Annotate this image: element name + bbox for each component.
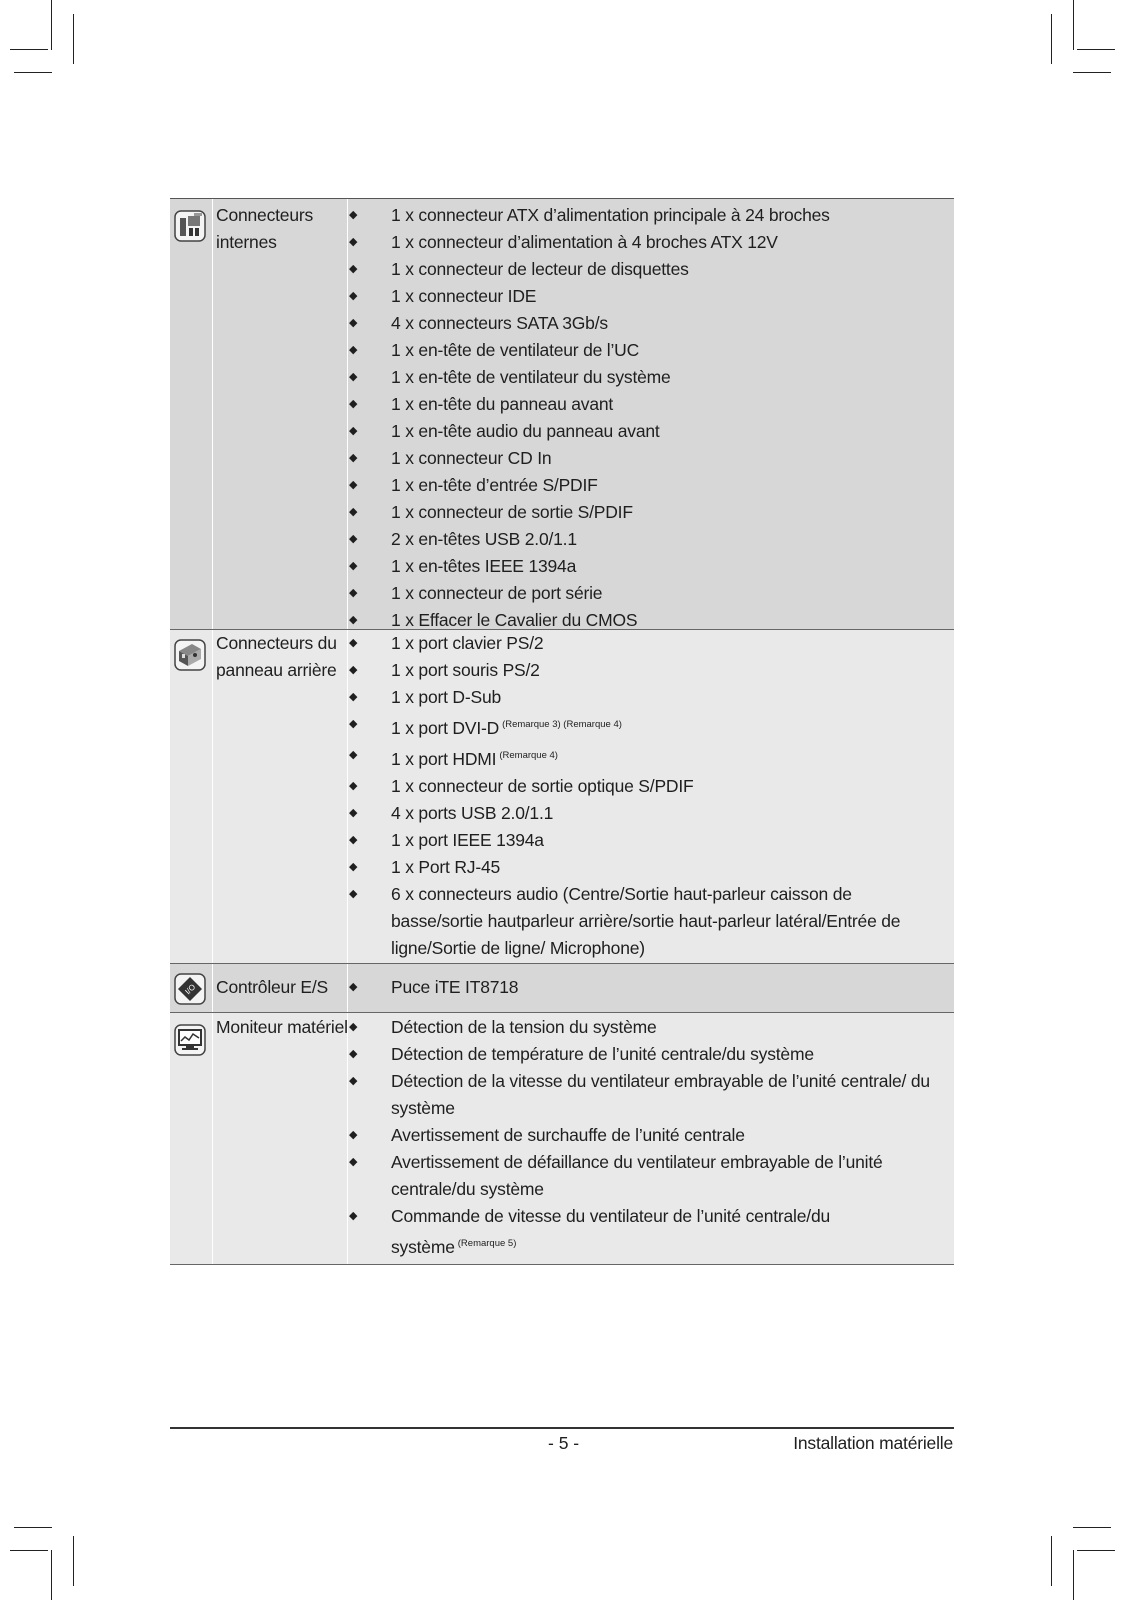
crop-mark — [1051, 14, 1052, 64]
bullet-icon: ◆ — [349, 888, 358, 900]
item-text: 1 x Effacer le Cavalier du CMOS — [391, 610, 638, 630]
bullet-icon: ◆ — [349, 1075, 358, 1087]
section-label-line: panneau arrière — [216, 660, 337, 680]
list-item — [349, 310, 944, 337]
list-item — [349, 202, 944, 229]
bullet-icon: ◆ — [349, 236, 358, 248]
list-item — [349, 881, 944, 962]
item-text: 1 x connecteur ATX d’alimentation principale à 24 broches — [391, 205, 830, 225]
list-item — [349, 1203, 944, 1261]
list-item — [349, 974, 944, 1001]
section-label-line: Moniteur matériel — [216, 1017, 348, 1037]
list-item — [349, 1041, 944, 1068]
bullet-icon: ◆ — [349, 452, 358, 464]
crop-mark — [73, 1536, 74, 1586]
item-text: 4 x ports USB 2.0/1.1 — [391, 803, 554, 823]
item-text: 1 x Port RJ-45 — [391, 857, 501, 877]
page-number: - 5 - — [548, 1433, 580, 1453]
bullet-icon: ◆ — [349, 398, 358, 410]
bullet-icon: ◆ — [349, 344, 358, 356]
item-text: 1 x connecteur d’alimentation à 4 broches ATX 12V — [391, 232, 778, 252]
item-text: Détection de la vitesse du ventilateur embrayable de l’unité centrale/ du système — [391, 1071, 930, 1118]
item-text: 1 x connecteur de sortie S/PDIF — [391, 502, 633, 522]
item-text: 1 x port HDMI — [391, 749, 497, 769]
bullet-icon: ◆ — [349, 614, 358, 626]
list-item — [349, 1122, 944, 1149]
crop-mark — [14, 1527, 52, 1528]
bullet-icon: ◆ — [349, 718, 358, 730]
bullet-icon: ◆ — [349, 861, 358, 873]
crop-mark — [1073, 1527, 1111, 1528]
footer-rule — [170, 1427, 954, 1429]
list-item — [349, 553, 944, 580]
bullet-icon: ◆ — [349, 981, 358, 993]
list-item — [349, 827, 944, 854]
list-item — [349, 472, 944, 499]
item-text: 1 x connecteur de sortie optique S/PDIF — [391, 776, 694, 796]
list-item — [349, 657, 944, 684]
crop-mark — [10, 49, 48, 50]
item-text: Puce iTE IT8718 — [391, 977, 519, 997]
crop-mark — [1073, 0, 1074, 50]
item-text: 1 x en-têtes IEEE 1394a — [391, 556, 577, 576]
io-chip-icon — [174, 973, 206, 1005]
bullet-icon: ◆ — [349, 560, 358, 572]
list-item — [349, 445, 944, 472]
bullet-icon: ◆ — [349, 479, 358, 491]
bullet-icon: ◆ — [349, 1048, 358, 1060]
bullet-icon: ◆ — [349, 371, 358, 383]
crop-mark — [51, 1550, 52, 1600]
bullet-icon: ◆ — [349, 834, 358, 846]
list-item — [349, 526, 944, 553]
list-item — [349, 337, 944, 364]
section-label-line: Connecteurs — [216, 205, 314, 225]
item-text: 1 x en-tête d’entrée S/PDIF — [391, 475, 598, 495]
bullet-icon: ◆ — [349, 691, 358, 703]
item-text: 1 x en-tête de ventilateur du système — [391, 367, 671, 387]
crop-mark — [1077, 49, 1115, 50]
item-text: 1 x port clavier PS/2 — [391, 633, 544, 653]
crop-mark — [1073, 1550, 1074, 1600]
list-item — [349, 418, 944, 445]
item-text: 1 x connecteur de lecteur de disquettes — [391, 259, 689, 279]
item-text: 1 x en-tête du panneau avant — [391, 394, 614, 414]
list-item — [349, 1014, 944, 1041]
bullet-icon: ◆ — [349, 637, 358, 649]
bullet-icon: ◆ — [349, 780, 358, 792]
item-text: 1 x connecteur IDE — [391, 286, 537, 306]
list-item — [349, 256, 944, 283]
item-text: 1 x port souris PS/2 — [391, 660, 540, 680]
item-text: 1 x en-tête audio du panneau avant — [391, 421, 660, 441]
list-item — [349, 283, 944, 310]
svg-text:I/O: I/O — [183, 982, 198, 997]
crop-mark — [51, 0, 52, 50]
section-label — [216, 974, 351, 1001]
section-internal-connectors — [170, 199, 954, 630]
bullet-icon: ◆ — [349, 1021, 358, 1033]
list-item — [349, 773, 944, 800]
bullet-icon: ◆ — [349, 1210, 358, 1222]
item-text: Détection de la tension du système — [391, 1017, 657, 1037]
crop-mark — [10, 1550, 48, 1551]
item-text: 1 x en-tête de ventilateur de l’UC — [391, 340, 640, 360]
label-column — [212, 1013, 348, 1264]
list-item — [349, 499, 944, 526]
bullet-icon: ◆ — [349, 317, 358, 329]
section-io-controller — [170, 964, 954, 1013]
section-label-line: Contrôleur E/S — [216, 977, 328, 997]
rear-panel-icon — [174, 639, 206, 671]
bullet-icon: ◆ — [349, 290, 358, 302]
list-item — [349, 854, 944, 881]
bullet-icon: ◆ — [349, 807, 358, 819]
list-item — [349, 364, 944, 391]
list-item — [349, 630, 944, 657]
remark-note: (Remarque 4) — [499, 750, 558, 761]
section-label-line: internes — [216, 232, 277, 252]
bullet-icon: ◆ — [349, 263, 358, 275]
icon-column — [170, 630, 213, 963]
item-text: 1 x connecteur de port série — [391, 583, 603, 603]
crop-mark — [1051, 1536, 1052, 1586]
bullet-icon: ◆ — [349, 1129, 358, 1141]
list-item — [349, 580, 944, 607]
section-label — [216, 202, 351, 256]
bullet-icon: ◆ — [349, 506, 358, 518]
crop-mark — [1073, 72, 1111, 73]
list-item — [349, 684, 944, 711]
list-item — [349, 229, 944, 256]
remark-note: (Remarque 3) (Remarque 4) — [502, 719, 622, 730]
item-text: Avertissement de défaillance du ventilateur embrayable de l’unité centrale/du système — [391, 1152, 883, 1199]
section-hardware-monitor — [170, 1013, 954, 1265]
bullet-icon: ◆ — [349, 209, 358, 221]
crop-mark — [1077, 1550, 1115, 1551]
list-item — [349, 391, 944, 418]
bullet-icon: ◆ — [349, 664, 358, 676]
item-text: 2 x en-têtes USB 2.0/1.1 — [391, 529, 577, 549]
item-text: 1 x port DVI-D — [391, 718, 500, 738]
section-label-line: Connecteurs du — [216, 633, 337, 653]
remark-note: (Remarque 5) — [457, 1238, 517, 1249]
item-text: Commande de vitesse du ventilateur de l’unité centrale/du système — [391, 1206, 831, 1257]
crop-mark — [73, 14, 74, 64]
bullet-icon: ◆ — [349, 533, 358, 545]
item-text: 1 x port D-Sub — [391, 687, 502, 707]
footer-title: Installation matérielle — [793, 1433, 953, 1453]
icon-column — [170, 199, 213, 629]
item-text: Détection de température de l’unité centrale/du système — [391, 1044, 814, 1064]
item-text: 6 x connecteurs audio (Centre/Sortie haut-parleur caisson de basse/sortie hautparleur arrière/sortie haut-parleur latéral/Entrée de ligne/Sortie de ligne/ Microphone) — [391, 884, 901, 958]
list-item — [349, 1149, 944, 1203]
list-item — [349, 742, 944, 773]
item-text: Avertissement de surchauffe de l’unité centrale — [391, 1125, 745, 1145]
bullet-icon: ◆ — [349, 749, 358, 761]
spec-table — [170, 198, 954, 1265]
list-item — [349, 607, 944, 630]
hardware-monitor-icon — [174, 1024, 206, 1056]
bullet-icon: ◆ — [349, 587, 358, 599]
section-label — [216, 630, 351, 684]
section-label — [216, 1014, 351, 1041]
list-item — [349, 800, 944, 827]
crop-mark — [14, 72, 52, 73]
item-text: 4 x connecteurs SATA 3Gb/s — [391, 313, 608, 333]
list-item — [349, 1068, 944, 1122]
bullet-icon: ◆ — [349, 1156, 358, 1168]
section-rear-panel-connectors — [170, 630, 954, 964]
bullet-icon: ◆ — [349, 425, 358, 437]
item-text: 1 x connecteur CD In — [391, 448, 552, 468]
item-text: 1 x port IEEE 1394a — [391, 830, 544, 850]
internal-connector-icon — [174, 210, 206, 242]
list-item — [349, 711, 944, 742]
label-column — [212, 199, 348, 629]
